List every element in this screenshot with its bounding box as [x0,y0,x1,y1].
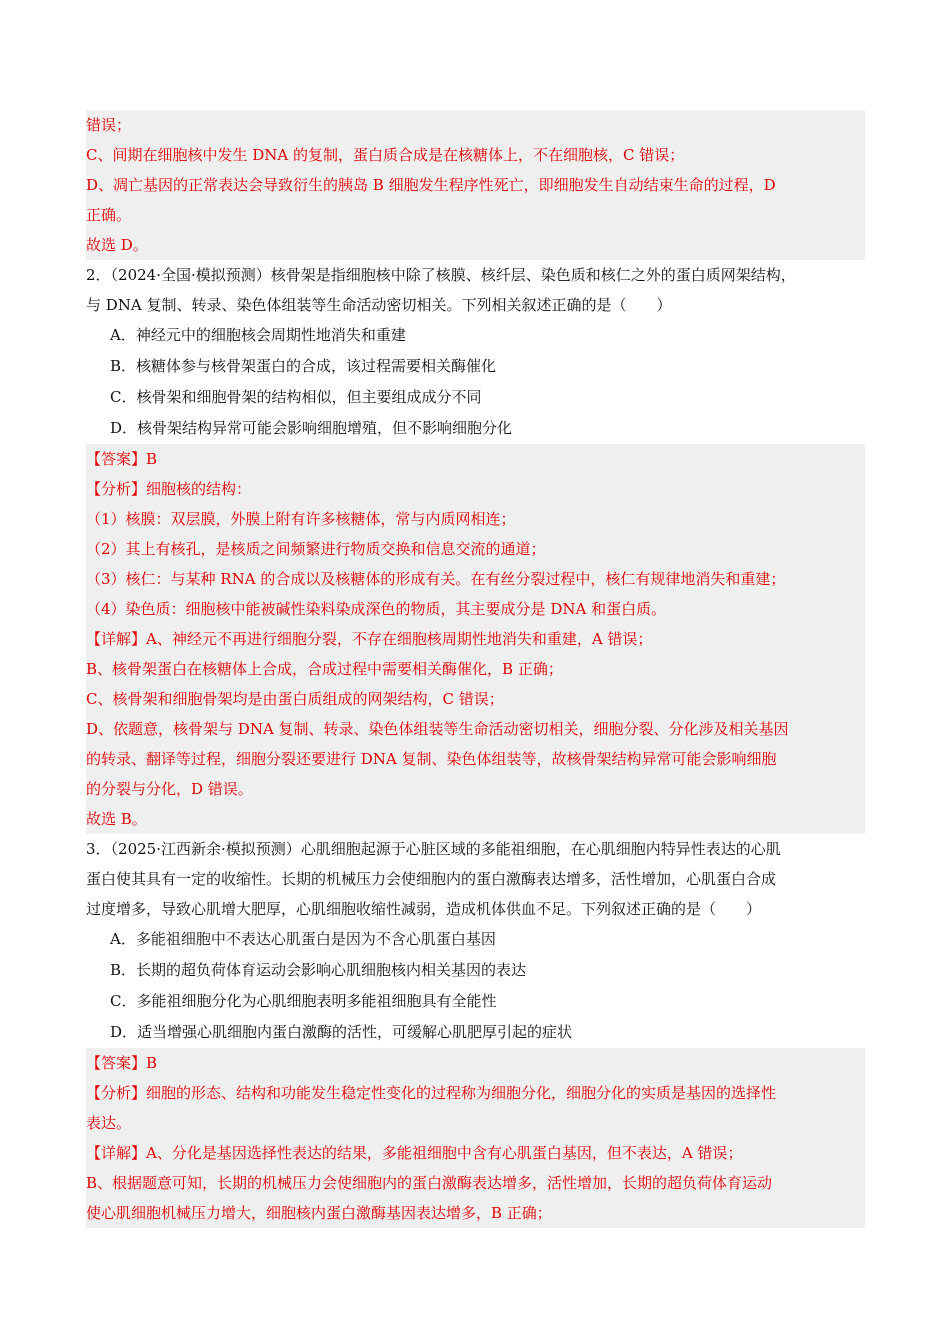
analysis-line: （4）染色质：细胞核中能被碱性染料染成深色的物质，其主要成分是 DNA 和蛋白质。 [86,600,667,618]
explanation-line: D、依题意，核骨架与 DNA 复制、转录、染色体组装等生命活动密切相关，细胞分裂、分化涉及相关基因 [86,720,789,738]
option-d: D．适当增强心肌细胞内蛋白激酶的活性，可缓解心肌肥厚引起的症状 [110,1023,573,1041]
explanation-line: 【详解】A、分化是基因选择性表达的结果，多能祖细胞中含有心肌蛋白基因，但不表达，A 错误； [86,1144,743,1162]
option-a: A．神经元中的细胞核会周期性地消失和重建 [110,326,406,344]
explanation-line: B、核骨架蛋白在核糖体上合成，合成过程中需要相关酶催化，B 正确； [86,660,563,678]
answer-line: 错误； [86,116,132,134]
explanation-line: 【详解】A、神经元不再进行细胞分裂，不存在细胞核周期性地消失和重建，A 错误； [86,630,653,648]
option-b: B．核糖体参与核骨架蛋白的合成，该过程需要相关酶催化 [110,357,497,375]
analysis-line: （3）核仁：与某种 RNA 的合成以及核糖体的形成有关。在有丝分裂过程中，核仁有规律地消失和重建； [86,570,786,588]
analysis-line: （1）核膜：双层膜，外膜上附有许多核糖体，常与内质网相连； [86,510,516,528]
document-page [86,110,865,1228]
analysis-line: （2）其上有核孔，是核质之间频繁进行物质交换和信息交流的通道； [86,540,546,558]
option-c: C．核骨架和细胞骨架的结构相似，但主要组成成分不同 [110,388,482,406]
answer-line: 正确。 [86,206,132,224]
explanation-line: C、核骨架和细胞骨架均是由蛋白质组成的网架结构，C 错误； [86,690,504,708]
answer-line: 故选 D。 [86,236,148,254]
answer-line: D、凋亡基因的正常表达会导致衍生的胰岛 B 细胞发生程序性死亡，即细胞发生自动结束生命的过程，D [86,176,776,194]
answer-label: 【答案】B [86,1054,158,1072]
option-b: B．长期的超负荷体育运动会影响心肌细胞核内相关基因的表达 [110,961,527,979]
analysis-line: 【分析】细胞的形态、结构和功能发生稳定性变化的过程称为细胞分化，细胞分化的实质是基因的选择性 [86,1084,777,1102]
question-stem-line: 与 DNA 复制、转录、染色体组装等生命活动密切相关。下列相关叙述正确的是（ ） [86,296,672,314]
explanation-line: 的分裂与分化，D 错误。 [86,780,253,798]
question-2 [86,260,865,444]
answer-line: C、间期在细胞核中发生 DNA 的复制，蛋白质合成是在核糖体上，不在细胞核，C 错误； [86,146,685,164]
question-stem-line: 3．（2025·江西新余·模拟预测）心肌细胞起源于心脏区域的多能祖细胞，在心肌细胞内特异性表达的心肌 [86,840,781,858]
conclusion-line: 故选 B。 [86,810,147,828]
question-3 [86,834,865,1048]
option-d: D．核骨架结构异常可能会影响细胞增殖，但不影响细胞分化 [110,419,513,437]
question-stem-line: 2．（2024·全国·模拟预测）核骨架是指细胞核中除了核膜、核纤层、染色质和核仁之外的蛋白质网架结构， [86,266,796,284]
explanation-line: B、根据题意可知，长期的机械压力会使细胞内的蛋白激酶表达增多，活性增加，长期的超负荷体育运动 [86,1174,773,1192]
answer-block-q1-continued [86,110,865,260]
answer-label: 【答案】B [86,450,158,468]
answer-block-q2 [86,444,865,834]
question-stem-line: 蛋白使其具有一定的收缩性。长期的机械压力会使细胞内的蛋白激酶表达增多，活性增加，心肌蛋白合成 [86,870,777,888]
analysis-line: 【分析】细胞核的结构： [86,480,252,498]
explanation-line: 的转录、翻译等过程，细胞分裂还要进行 DNA 复制、染色体组装等，故核骨架结构异常可能会影响细胞 [86,750,777,768]
analysis-line: 表达。 [86,1114,132,1132]
answer-block-q3 [86,1048,865,1228]
option-a: A．多能祖细胞中不表达心肌蛋白是因为不含心肌蛋白基因 [110,930,496,948]
option-c: C．多能祖细胞分化为心肌细胞表明多能祖细胞具有全能性 [110,992,497,1010]
question-stem-line: 过度增多，导致心肌增大肥厚，心肌细胞收缩性减弱，造成机体供血不足。下列叙述正确的是（ ） [86,900,762,918]
explanation-line: 使心肌细胞机械压力增大，细胞核内蛋白激酶基因表达增多，B 正确； [86,1204,552,1222]
